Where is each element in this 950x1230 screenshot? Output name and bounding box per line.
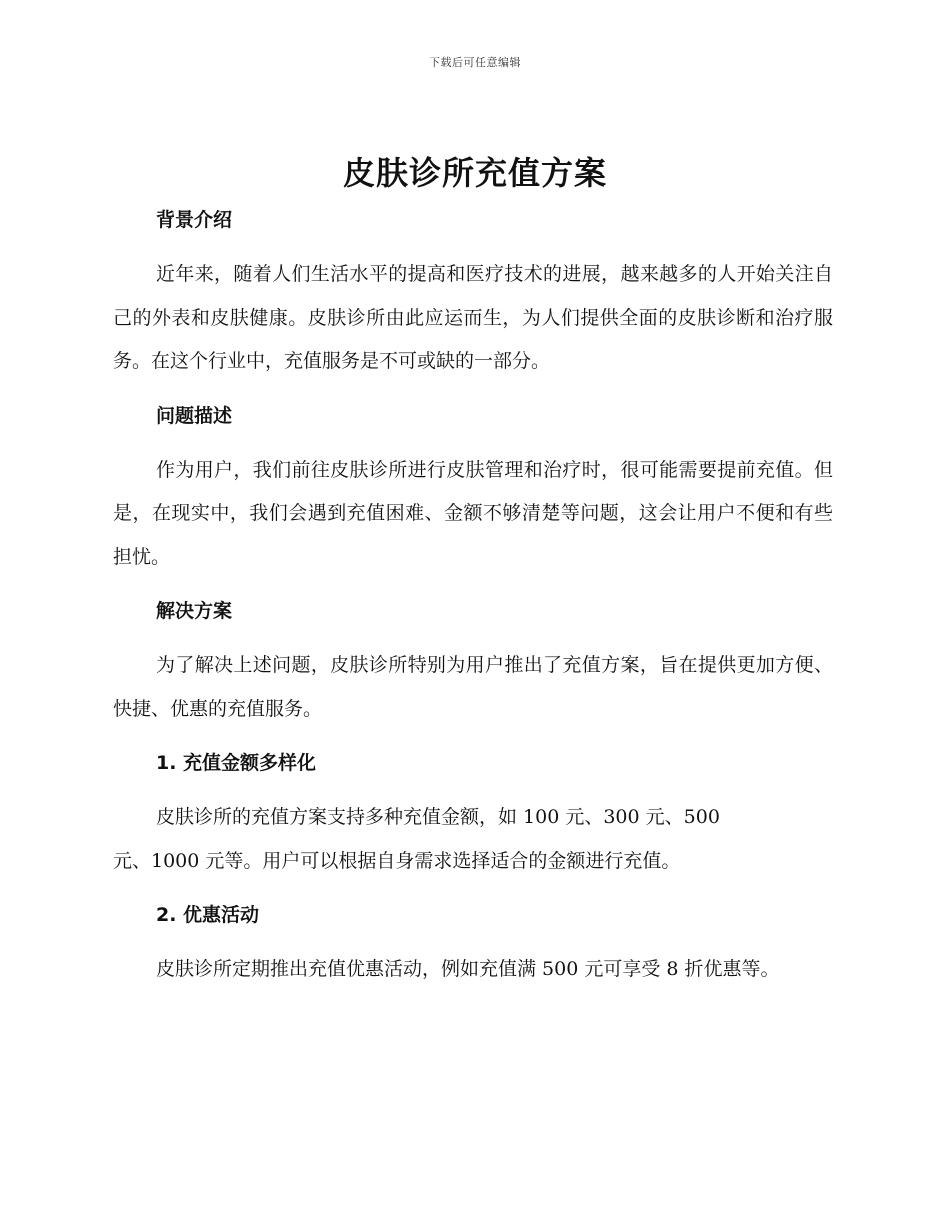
section-heading-solution: 解决方案: [156, 600, 233, 622]
header-note: 下载后可任意编辑: [429, 56, 521, 69]
section-paragraph-amounts-line1: 皮肤诊所的充值方案支持多种充值金额，如 100 元、300 元、500: [156, 806, 720, 828]
section-heading-promotions: 2. 优惠活动: [156, 904, 260, 926]
document-body: [113, 200, 833, 992]
section-paragraph-amounts-line2: 元、1000 元等。用户可以根据自身需求选择适合的金额进行充值。: [113, 849, 681, 872]
section-paragraph-background: 近年来，随着人们生活水平的提高和医疗技术的进展，越来越多的人开始关注自己的外表和皮肤健康。皮肤诊所由此应运而生，为人们提供全面的皮肤诊断和治疗服务。在这个行业中，充值服务是不可或缺的一部分。: [113, 263, 833, 372]
section-heading-background: 背景介绍: [156, 209, 233, 231]
document-title: 皮肤诊所充值方案: [342, 154, 607, 192]
section-paragraph-promotions: 皮肤诊所定期推出充值优惠活动，例如充值满 500 元可享受 8 折优惠等。: [156, 958, 780, 980]
section-paragraph-solution: 为了解决上述问题，皮肤诊所特别为用户推出了充值方案，旨在提供更加方便、快捷、优惠的充值服务。: [113, 654, 833, 720]
section-paragraph-problem: 作为用户，我们前往皮肤诊所进行皮肤管理和治疗时，很可能需要提前充值。但是，在现实中，我们会遇到充值困难、金额不够清楚等问题，这会让用户不便和有些担忧。: [113, 458, 833, 568]
section-heading-amounts: 1. 充值金额多样化: [156, 752, 317, 774]
section-heading-problem: 问题描述: [156, 404, 233, 427]
